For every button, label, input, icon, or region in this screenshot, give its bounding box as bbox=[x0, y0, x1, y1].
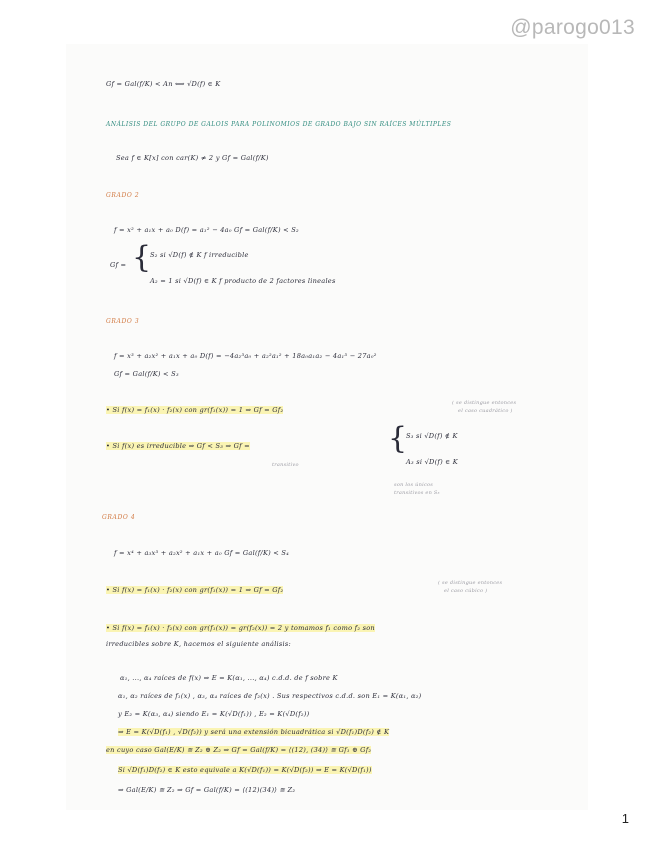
galois-alternating-criterion: Gf = Gal(f/K) < An ⟺ √D(f) ∈ K bbox=[106, 80, 221, 88]
degree-4-note-line-1: ( se distingue entonces bbox=[438, 580, 503, 586]
degree-2-case-s2: S₂ si √D(f) ∉ K f irreducible bbox=[150, 251, 249, 259]
section-heading-degree-4: GRADO 4 bbox=[102, 514, 136, 521]
degree-2-polynomial: f = x² + a₁x + a₀ D(f) = a₁² − 4a₀ Gf = Gal(f/K) < S₂ bbox=[114, 226, 299, 234]
transitive-note-line-1: son los únicos bbox=[394, 482, 434, 488]
degree-4-linear-factor-case: • Si f(x) = f₁(x) · f₂(x) con gr(f₁(x)) = 1 ⇒ Gf = Gf₂ bbox=[106, 586, 284, 594]
degree-4-note-line-2: el caso cúbico ) bbox=[444, 588, 488, 594]
degree-3-irreducible-case: • Si f(x) es irreducible ⇒ Gf < S₃ ⇒ Gf = bbox=[106, 442, 250, 450]
discriminant-product-in-k: Si √D(f₁)D(f₂) ∈ K esto equivale a K(√D(f₁)) = K(√D(f₂)) ⇒ E = K(√D(f₁)) bbox=[118, 766, 372, 774]
biquadratic-extension-line: ⇒ E = K(√D(f₁) , √D(f₂)) y será una extensión bicuadrática si √D(f₁)D(f₂) ∉ K bbox=[118, 728, 390, 736]
roots-of-factors: α₁, α₂ raíces de f₁(x) , α₃, α₄ raíces de f₂(x) . Sus respectivos c.d.d. son E₁ = K(α₁, α₂) bbox=[118, 692, 422, 700]
section-heading-degree-2: GRADO 2 bbox=[106, 192, 140, 199]
degree-4-polynomial: f = x⁴ + a₃x³ + a₂x² + a₁x + a₀ Gf = Gal(f/K) < S₄ bbox=[114, 549, 290, 557]
section-heading-degree-3: GRADO 3 bbox=[106, 318, 140, 325]
degree-3-polynomial: f = x³ + a₂x² + a₁x + a₀ D(f) = −4a₂³a₀ + a₂²a₁² + 18a₀a₁a₂ − 4a₁³ − 27a₀² bbox=[114, 352, 377, 360]
degree-4-irreducible-note: irreducibles sobre K, hacemos el siguiente análisis: bbox=[106, 640, 292, 648]
roots-splitting-field: α₁, ..., α₄ raíces de f(x) ⇒ E = K(α₁, ..., α₄) c.d.d. de f sobre K bbox=[120, 674, 338, 682]
degree-3-galois-group: Gf = Gal(f/K) < S₃ bbox=[114, 370, 179, 378]
factor-splitting-fields: y E₂ = K(α₃, α₄) siendo E₁ = K(√D(f₁)) , E₂ = K(√D(f₂)) bbox=[118, 710, 310, 718]
left-brace: { bbox=[132, 240, 152, 275]
hypothesis-line: Sea f ∈ K[x] con car(K) ≠ 2 y Gf = Gal(f/K) bbox=[116, 154, 269, 162]
degree-3-note-line-1: ( se distingue entonces bbox=[452, 400, 517, 406]
cyclic-result: ⇒ Gal(E/K) ≅ Z₂ ⇒ Gf = Gal(f/K) = ⟨(12)(34)⟩ ≅ Z₂ bbox=[118, 786, 296, 794]
degree-3-case-s3: S₃ si √D(f) ∉ K bbox=[406, 432, 458, 440]
klein-group-result: en cuyo caso Gal(E/K) ≅ Z₂ ⊕ Z₂ ⇒ Gf = Gal(f/K) = ⟨(12), (34)⟩ ≅ Gf₁ ⊕ Gf₂ bbox=[106, 746, 372, 754]
watermark: @parogo013 bbox=[510, 16, 635, 39]
handwritten-page bbox=[66, 44, 588, 810]
transitive-note-line-2: transitivos en S₃ bbox=[394, 490, 440, 496]
transitive-label: transitivo bbox=[272, 462, 299, 468]
page-number: 1 bbox=[621, 811, 629, 826]
page-title: ANÁLISIS DEL GRUPO DE GALOIS PARA POLINOMIOS DE GRADO BAJO SIN RAÍCES MÚLTIPLES bbox=[106, 121, 452, 128]
degree-3-case-a3: A₃ si √D(f) ∈ K bbox=[406, 458, 458, 466]
degree-3-note-line-2: el caso cuadrático ) bbox=[458, 408, 513, 414]
degree-4-quadratic-factors-case: • Si f(x) = f₁(x) · f₂(x) con gr(f₁(x)) = gr(f₂(x)) = 2 y tomamos f₁ como f₂ son bbox=[106, 624, 375, 632]
degree-2-gf-label: Gf = bbox=[110, 261, 127, 269]
degree-2-case-a2: A₂ = 1 si √D(f) ∈ K f producto de 2 factores lineales bbox=[150, 277, 336, 285]
degree-3-reducible-case: • Si f(x) = f₁(x) · f₂(x) con gr(f₁(x)) = 1 ⇒ Gf = Gf₂ bbox=[106, 406, 284, 414]
left-brace: { bbox=[388, 421, 408, 456]
